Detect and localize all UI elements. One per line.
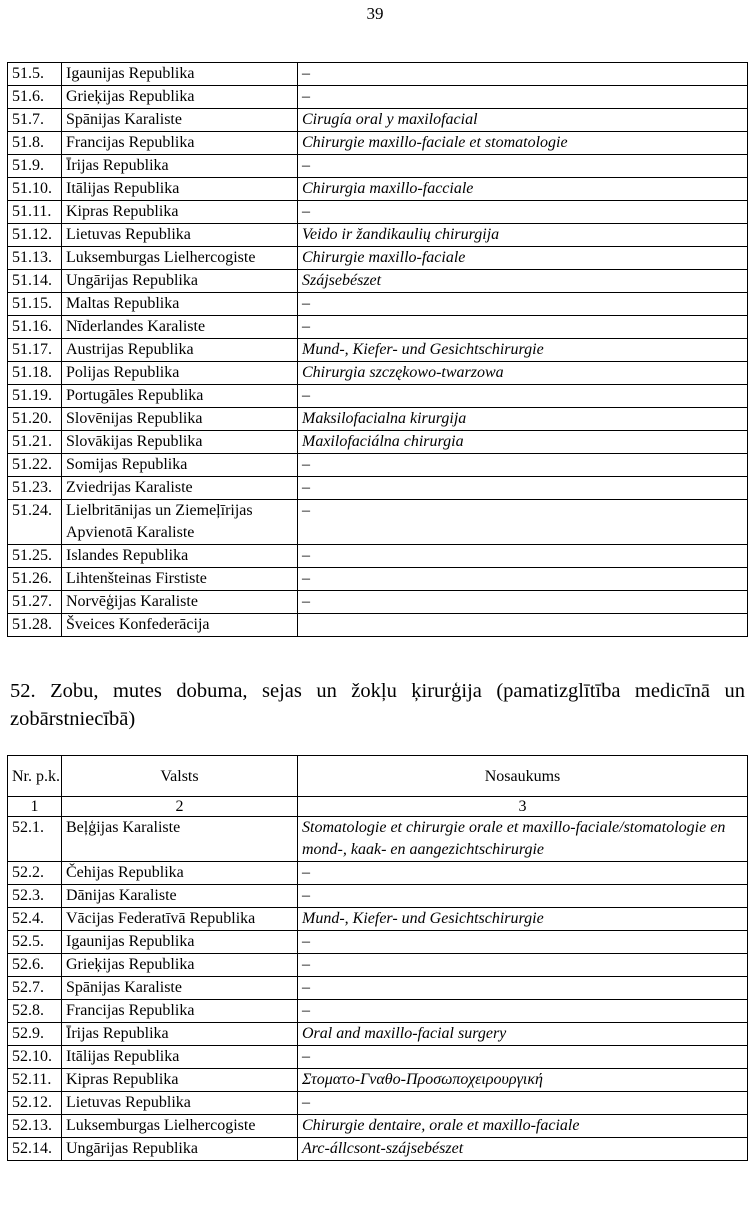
country-cell: Lihtenšteinas Firstiste: [62, 568, 298, 591]
title-cell: Chirurgie maxillo-faciale: [298, 247, 748, 270]
title-cell: Arc-állcsont-szájsebészet: [298, 1138, 748, 1161]
title-cell: Cirugía oral y maxilofacial: [298, 109, 748, 132]
table-row: [8, 1115, 748, 1138]
table-row: [8, 339, 748, 362]
title-cell: –: [298, 155, 748, 178]
table-row: [8, 1000, 748, 1023]
row-number: 52.14.: [8, 1138, 62, 1161]
header-name: Nosaukums: [298, 756, 748, 797]
country-cell: Portugāles Republika: [62, 385, 298, 408]
row-number: 51.9.: [8, 155, 62, 178]
table-row: [8, 885, 748, 908]
row-number: 51.20.: [8, 408, 62, 431]
table-row: [8, 408, 748, 431]
row-number: 51.23.: [8, 477, 62, 500]
title-cell: –: [298, 454, 748, 477]
title-cell: –: [298, 500, 748, 545]
title-cell: –: [298, 201, 748, 224]
table-row: [8, 63, 748, 86]
row-number: 52.5.: [8, 931, 62, 954]
row-number: 52.1.: [8, 817, 62, 862]
title-cell: Stomatologie et chirurgie orale et maxillo-faciale/stomatologie en mond-, kaak- en aangezichtschirurgie: [298, 817, 748, 862]
row-number: 52.4.: [8, 908, 62, 931]
country-cell: Spānijas Karaliste: [62, 109, 298, 132]
country-cell: Francijas Republika: [62, 1000, 298, 1023]
table-row: [8, 385, 748, 408]
row-number: 51.11.: [8, 201, 62, 224]
country-cell: Francijas Republika: [62, 132, 298, 155]
row-number: 51.10.: [8, 178, 62, 201]
country-cell: Luksemburgas Lielhercogiste: [62, 1115, 298, 1138]
table-header-row: [8, 756, 748, 797]
table-row: [8, 500, 748, 545]
title-cell: –: [298, 385, 748, 408]
row-number: 51.21.: [8, 431, 62, 454]
row-number: 52.13.: [8, 1115, 62, 1138]
table-row: [8, 954, 748, 977]
table-row: [8, 977, 748, 1000]
country-cell: Beļģijas Karaliste: [62, 817, 298, 862]
row-number: 52.10.: [8, 1046, 62, 1069]
country-cell: Spānijas Karaliste: [62, 977, 298, 1000]
country-cell: Kipras Republika: [62, 201, 298, 224]
row-number: 51.13.: [8, 247, 62, 270]
title-cell: –: [298, 977, 748, 1000]
country-cell: Īrijas Republika: [62, 155, 298, 178]
title-cell: –: [298, 86, 748, 109]
section-52-heading: 52. Zobu, mutes dobuma, sejas un žokļu ķirurģija (pamatizglītība medicīnā un zobārstniecībā): [10, 680, 745, 730]
table-row: [8, 270, 748, 293]
country-cell: Lietuvas Republika: [62, 1092, 298, 1115]
table-row: [8, 862, 748, 885]
row-number: 51.16.: [8, 316, 62, 339]
row-number: 51.27.: [8, 591, 62, 614]
row-number: 51.28.: [8, 614, 62, 637]
title-cell: Mund-, Kiefer- und Gesichtschirurgie: [298, 339, 748, 362]
title-cell: –: [298, 477, 748, 500]
row-number: 52.9.: [8, 1023, 62, 1046]
specialty-52-table: [7, 755, 748, 1161]
row-number: 52.2.: [8, 862, 62, 885]
table-row: [8, 86, 748, 109]
row-number: 52.6.: [8, 954, 62, 977]
country-cell: Islandes Republika: [62, 545, 298, 568]
table-row: [8, 1092, 748, 1115]
country-cell: Šveices Konfederācija: [62, 614, 298, 637]
table-row: [8, 1069, 748, 1092]
country-cell: Čehijas Republika: [62, 862, 298, 885]
country-cell: Austrijas Republika: [62, 339, 298, 362]
table-row: [8, 109, 748, 132]
row-number: 51.12.: [8, 224, 62, 247]
title-cell: Chirurgia szczękowo-twarzowa: [298, 362, 748, 385]
row-number: 52.8.: [8, 1000, 62, 1023]
title-cell: Chirurgie dentaire, orale et maxillo-faciale: [298, 1115, 748, 1138]
column-index-3: 3: [298, 797, 748, 817]
country-cell: Grieķijas Republika: [62, 86, 298, 109]
country-cell: Somijas Republika: [62, 454, 298, 477]
title-cell: –: [298, 1092, 748, 1115]
title-cell: –: [298, 316, 748, 339]
table-row: [8, 568, 748, 591]
country-cell: Luksemburgas Lielhercogiste: [62, 247, 298, 270]
row-number: 51.25.: [8, 545, 62, 568]
title-cell: –: [298, 63, 748, 86]
row-number: 51.17.: [8, 339, 62, 362]
title-cell: Szájsebészet: [298, 270, 748, 293]
table-row: [8, 908, 748, 931]
title-cell: Chirurgia maxillo-facciale: [298, 178, 748, 201]
table-row: [8, 224, 748, 247]
country-cell: Zviedrijas Karaliste: [62, 477, 298, 500]
country-cell: Slovēnijas Republika: [62, 408, 298, 431]
row-number: 51.24.: [8, 500, 62, 545]
table-row: [8, 431, 748, 454]
table-row: [8, 545, 748, 568]
row-number: 52.7.: [8, 977, 62, 1000]
row-number: 52.3.: [8, 885, 62, 908]
row-number: 52.12.: [8, 1092, 62, 1115]
specialty-52-table-body: [8, 817, 748, 1161]
country-cell: Itālijas Republika: [62, 178, 298, 201]
title-cell: Maksilofacialna kirurgija: [298, 408, 748, 431]
title-cell: –: [298, 293, 748, 316]
country-cell: Grieķijas Republika: [62, 954, 298, 977]
column-index-2: 2: [62, 797, 298, 817]
table-row: [8, 201, 748, 224]
country-cell: Lielbritānijas un Ziemeļīrijas Apvienotā Karaliste: [62, 500, 298, 545]
table-row: [8, 247, 748, 270]
country-cell: Vācijas Federatīvā Republika: [62, 908, 298, 931]
country-cell: Igaunijas Republika: [62, 63, 298, 86]
table-row: [8, 293, 748, 316]
table-row: [8, 362, 748, 385]
row-number: 51.7.: [8, 109, 62, 132]
title-cell: Στοματο-Γναθο-Προσωποχειρουργική: [298, 1069, 748, 1092]
row-number: 51.22.: [8, 454, 62, 477]
country-cell: Norvēģijas Karaliste: [62, 591, 298, 614]
country-cell: Nīderlandes Karaliste: [62, 316, 298, 339]
title-cell: –: [298, 954, 748, 977]
row-number: 51.26.: [8, 568, 62, 591]
title-cell: Mund-, Kiefer- und Gesichtschirurgie: [298, 908, 748, 931]
row-number: 51.14.: [8, 270, 62, 293]
table-row: [8, 817, 748, 862]
country-cell: Ungārijas Republika: [62, 1138, 298, 1161]
country-cell: Slovākijas Republika: [62, 431, 298, 454]
table-row: [8, 132, 748, 155]
title-cell: –: [298, 931, 748, 954]
country-cell: Ungārijas Republika: [62, 270, 298, 293]
country-cell: Dānijas Karaliste: [62, 885, 298, 908]
title-cell: –: [298, 1046, 748, 1069]
table-row: [8, 591, 748, 614]
title-cell: –: [298, 1000, 748, 1023]
column-index-1: 1: [8, 797, 62, 817]
row-number: 52.11.: [8, 1069, 62, 1092]
header-country: Valsts: [62, 756, 298, 797]
title-cell: Chirurgie maxillo-faciale et stomatologie: [298, 132, 748, 155]
row-number: 51.19.: [8, 385, 62, 408]
country-cell: Maltas Republika: [62, 293, 298, 316]
table-row: [8, 454, 748, 477]
header-nr: Nr. p.k.: [8, 756, 62, 797]
row-number: 51.5.: [8, 63, 62, 86]
title-cell: Maxilofaciálna chirurgia: [298, 431, 748, 454]
table-row: [8, 178, 748, 201]
column-index-row: [8, 797, 748, 817]
country-cell: Igaunijas Republika: [62, 931, 298, 954]
specialty-51-table: [7, 62, 748, 637]
title-cell: Veido ir žandikaulių chirurgija: [298, 224, 748, 247]
country-cell: Kipras Republika: [62, 1069, 298, 1092]
table-row: [8, 155, 748, 178]
row-number: 51.8.: [8, 132, 62, 155]
country-cell: Itālijas Republika: [62, 1046, 298, 1069]
title-cell: –: [298, 885, 748, 908]
table-row: [8, 1046, 748, 1069]
table-row: [8, 614, 748, 637]
country-cell: Lietuvas Republika: [62, 224, 298, 247]
table-row: [8, 1138, 748, 1161]
specialty-51-table-body: [8, 63, 748, 637]
title-cell: –: [298, 568, 748, 591]
row-number: 51.18.: [8, 362, 62, 385]
title-cell: –: [298, 862, 748, 885]
title-cell: –: [298, 545, 748, 568]
table-row: [8, 316, 748, 339]
table-row: [8, 477, 748, 500]
row-number: 51.6.: [8, 86, 62, 109]
table-row: [8, 931, 748, 954]
row-number: 51.15.: [8, 293, 62, 316]
title-cell: [298, 614, 748, 637]
country-cell: Īrijas Republika: [62, 1023, 298, 1046]
table-row: [8, 1023, 748, 1046]
title-cell: –: [298, 591, 748, 614]
page-number: 39: [366, 4, 384, 23]
country-cell: Polijas Republika: [62, 362, 298, 385]
title-cell: Oral and maxillo-facial surgery: [298, 1023, 748, 1046]
